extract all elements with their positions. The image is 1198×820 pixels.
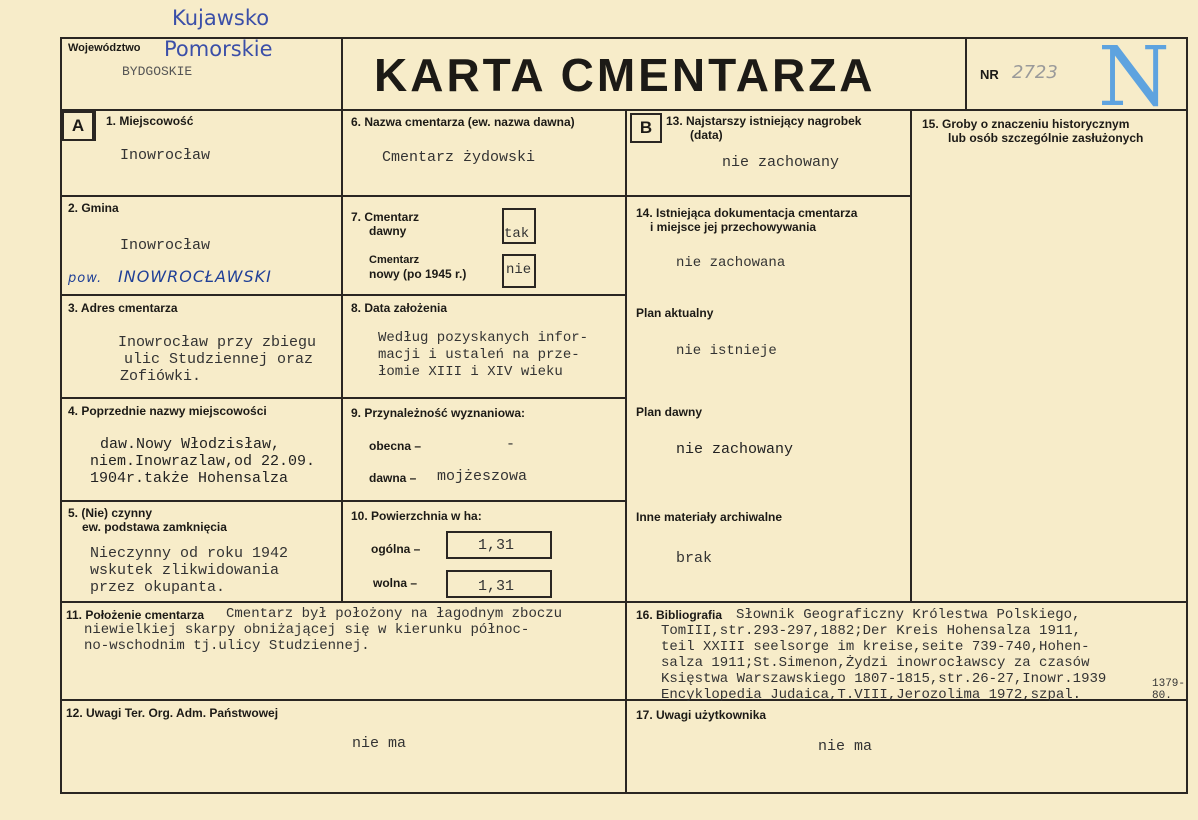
big-letter-mark: N	[1098, 30, 1170, 125]
field6-value: Cmentarz żydowski	[382, 149, 536, 166]
field9-label: 9. Przynależność wyznaniowa:	[351, 406, 526, 420]
col-b-right	[910, 109, 912, 601]
field1-value: Inowrocław	[120, 147, 211, 164]
section-a-box-rightline	[94, 111, 96, 141]
field4-label: 4. Poprzednie nazwy miejscowości	[68, 404, 267, 418]
field15-label-line1: 15. Groby o znaczeniu historycznym	[922, 117, 1130, 131]
field16-line5: Księstwa Warszawskiego 1807-1815,str.26-27,Inowr.1939	[661, 671, 1107, 687]
field14-label-line2: i miejsce jej przechowywania	[650, 220, 817, 234]
field11-line3: no-wschodnim tj.ulicy Studziennej.	[84, 638, 370, 654]
field9-dawna-value: mojżeszowa	[437, 468, 528, 485]
field11-label: 11. Położenie cmentarza	[66, 608, 205, 622]
row-bottom-top	[60, 601, 1188, 603]
inne-materialy-value: brak	[676, 550, 713, 567]
field3-line1: Inowrocław przy zbiegu	[118, 334, 317, 351]
field17-label: 17. Uwagi użytkownika	[636, 708, 767, 722]
nr-label: NR	[980, 67, 999, 82]
nr-value: 2723	[1012, 62, 1058, 83]
field7-label-line1: 7. Cmentarz	[351, 210, 420, 224]
field12-label: 12. Uwagi Ter. Org. Adm. Państwowej	[66, 706, 279, 720]
field9-dawna-label: dawna –	[369, 471, 417, 485]
field3-line3: Zofiówki.	[120, 368, 202, 385]
old-voivodeship: BYDGOSKIE	[122, 64, 193, 79]
voivodeship-stamp-line2: Pomorskie	[164, 37, 273, 61]
field17-value: nie ma	[818, 738, 873, 755]
field2-pow-value: INOWROCŁAWSKI	[118, 267, 272, 286]
field3-line2: ulic Studziennej oraz	[124, 351, 314, 368]
field1-label: 1. Miejscowość	[106, 114, 194, 128]
row-a4	[60, 500, 626, 502]
field8-line3: łomie XIII i XIV wieku	[378, 364, 563, 380]
field4-line3: 1904r.także Hohensalza	[90, 470, 289, 487]
wojewodztwo-label: Województwo	[68, 42, 141, 54]
field10-wolna-label: wolna –	[373, 576, 418, 590]
field10-ogolna-label: ogólna –	[371, 542, 421, 556]
field6-label: 6. Nazwa cmentarza (ew. nazwa dawna)	[351, 115, 575, 129]
field11-line1: Cmentarz był położony na łagodnym zboczu	[226, 606, 563, 622]
page-title: KARTA CMENTARZA	[374, 49, 876, 101]
field9-obecna-value: -	[506, 436, 516, 453]
field8-line2: macji i ustaleń na prze-	[378, 347, 580, 363]
field2-label: 2. Gmina	[68, 201, 119, 215]
inne-materialy-label: Inne materiały archiwalne	[636, 510, 783, 524]
field7-label-line3: Cmentarz	[369, 254, 420, 266]
field15-label-line2: lub osób szczególnie zasłużonych	[948, 131, 1144, 145]
header-divider	[60, 109, 1188, 111]
field13-value: nie zachowany	[722, 154, 840, 171]
field5-line2: wskutek zlikwidowania	[90, 562, 280, 579]
field2-value: Inowrocław	[120, 237, 211, 254]
plan-aktualny-label: Plan aktualny	[636, 306, 714, 320]
field4-line1: daw.Nowy Włodzisław,	[100, 436, 281, 453]
row-a1	[60, 195, 911, 197]
field5-label-line1: 5. (Nie) czynny	[68, 506, 153, 520]
field5-label-line2: ew. podstawa zamknięcia	[82, 520, 227, 534]
section-b-box: B	[630, 113, 662, 143]
field10-ogolna-value: 1,31	[478, 537, 515, 554]
frame-left	[60, 37, 62, 794]
voivodeship-stamp-line1: Kujawsko	[172, 6, 270, 30]
field5-line3: przez okupanta.	[90, 579, 226, 596]
header-col1	[341, 37, 343, 109]
frame-right	[1186, 37, 1188, 794]
field16-margin-note1: 1379-	[1152, 678, 1186, 690]
field10-wolna-value: 1,31	[478, 578, 515, 595]
field14-label-line1: 14. Istniejąca dokumentacja cmentarza	[636, 206, 858, 220]
field7-nowy-value: nie	[506, 262, 532, 278]
field14-value: nie zachowana	[676, 255, 786, 271]
field5-line1: Nieczynny od roku 1942	[90, 545, 289, 562]
field9-obecna-label: obecna –	[369, 439, 422, 453]
field8-line1: Według pozyskanych infor-	[378, 330, 589, 346]
col-mid-right	[625, 109, 627, 792]
field3-label: 3. Adres cmentarza	[68, 301, 178, 315]
field11-line2: niewielkiej skarpy obniżającej się w kierunku północ-	[84, 622, 530, 638]
field7-dawny-value: tak	[504, 226, 530, 242]
plan-dawny-value: nie zachowany	[676, 441, 794, 458]
field8-label: 8. Data założenia	[351, 301, 448, 315]
field16-line3: teil XXIII seelsorge im kreise,seite 739-740,Hohen-	[661, 639, 1090, 655]
field16-line1: Słownik Geograficzny Królestwa Polskiego,	[736, 607, 1081, 623]
field13-label-line2: (data)	[690, 128, 723, 142]
field10-label: 10. Powierzchnia w ha:	[351, 509, 482, 523]
section-a-box: A	[62, 111, 94, 141]
field16-line4: salza 1911;St.Simenon,Żydzi inowrocławscy za czasów	[661, 655, 1090, 671]
plan-aktualny-value: nie istnieje	[676, 343, 777, 359]
field7-label-line4: nowy (po 1945 r.)	[369, 267, 467, 281]
plan-dawny-label: Plan dawny	[636, 405, 703, 419]
header-col2	[965, 37, 967, 109]
field12-value: nie ma	[352, 735, 407, 752]
field16-label: 16. Bibliografia	[636, 608, 723, 622]
field16-margin-note2: 80.	[1152, 690, 1172, 702]
col-a-right	[341, 109, 343, 601]
field4-line2: niem.Inowrazlaw,od 22.09.	[90, 453, 316, 470]
row-a2	[60, 294, 626, 296]
field2-pow-prefix: pow.	[68, 271, 103, 286]
row-a3	[60, 397, 626, 399]
field16-line2: TomIII,str.293-297,1882;Der Kreis Hohensalza 1911,	[661, 623, 1082, 639]
frame-bottom	[60, 792, 1188, 794]
field7-label-line2: dawny	[369, 224, 407, 238]
field16-line6: Encyklopedia Judaica,T.VIII,Jerozolima 1972,szpal.	[661, 687, 1082, 703]
field13-label-line1: 13. Najstarszy istniejący nagrobek	[666, 114, 862, 128]
